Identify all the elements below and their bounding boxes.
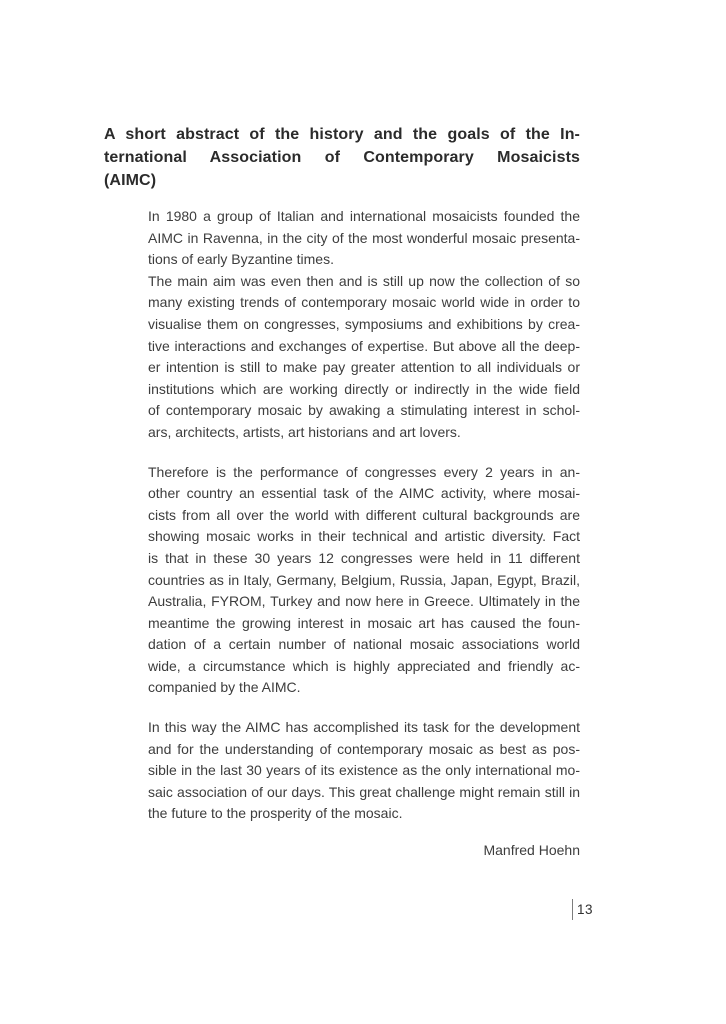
text-line: ars, architects, artists, art historians and art lovers.	[148, 423, 461, 440]
text-line: institutions which are working directly or indirectly in the wide field	[148, 380, 580, 397]
text-line: Therefore is the performance of congresses every 2 years in an-	[148, 463, 580, 480]
page-number-divider	[572, 899, 573, 920]
text-line: countries as in Italy, Germany, Belgium, Russia, Japan, Egypt, Brazil,	[148, 571, 580, 588]
text-line: (AIMC)	[104, 172, 157, 189]
text-line: of contemporary mosaic by awaking a stimulating interest in schol-	[148, 402, 580, 419]
text-line: showing mosaic works in their technical and artistic diversity. Fact	[148, 528, 580, 545]
page-number	[572, 898, 593, 921]
text-line: visualise them on congresses, symposiums and exhibitions by crea-	[148, 315, 580, 332]
text-line: A short abstract of the history and the goals of the In-	[104, 126, 580, 143]
text-line: AIMC in Ravenna, in the city of the most wonderful mosaic presenta-	[148, 229, 580, 246]
text-line: In this way the AIMC has accomplished its task for the development	[148, 719, 580, 736]
paragraph	[148, 717, 580, 825]
page-number-value: 13	[576, 902, 593, 917]
text-line: is that in these 30 years 12 congresses were held in 11 different	[148, 549, 580, 566]
text-line: many existing trends of contemporary mosaic world wide in order to	[148, 294, 580, 311]
text-line: meantime the growing interest in mosaic art has caused the foun-	[148, 614, 580, 631]
text-line: and for the understanding of contemporary mosaic as best as pos-	[148, 740, 580, 757]
text-line: other country an essential task of the AIMC activity, where mosai-	[148, 485, 580, 502]
text-line: tions of early Byzantine times.	[148, 251, 334, 268]
paragraph	[148, 462, 580, 700]
text-line: saic association of our days. This great challenge might remain still in	[148, 783, 580, 800]
paragraph	[148, 206, 580, 271]
text-line: Australia, FYROM, Turkey and now here in Greece. Ultimately in the	[148, 593, 580, 610]
page-title	[104, 123, 580, 192]
text-line: dation of a certain number of national mosaic associations world	[148, 636, 580, 653]
text-line: wide, a circumstance which is highly appreciated and friendly ac-	[148, 657, 580, 674]
text-line: ternational Association of Contemporary Mosaicists	[104, 149, 580, 166]
paragraph	[148, 271, 580, 444]
text-line: the future to the prosperity of the mosaic.	[148, 805, 403, 822]
text-line: er intention is still to make pay greater attention to all individuals or	[148, 359, 580, 376]
body-text	[148, 206, 580, 862]
text-line: tive interactions and exchanges of expertise. But above all the deep-	[148, 337, 580, 354]
author-signature: Manfred Hoehn	[483, 842, 580, 859]
text-line: cists from all over the world with different cultural backgrounds are	[148, 506, 580, 523]
text-line: In 1980 a group of Italian and international mosaicists founded the	[148, 208, 580, 224]
text-line: sible in the last 30 years of its existence as the only international mo-	[148, 762, 580, 779]
text-line: companied by the AIMC.	[148, 679, 301, 696]
text-line: The main aim was even then and is still up now the collection of so	[148, 272, 580, 289]
